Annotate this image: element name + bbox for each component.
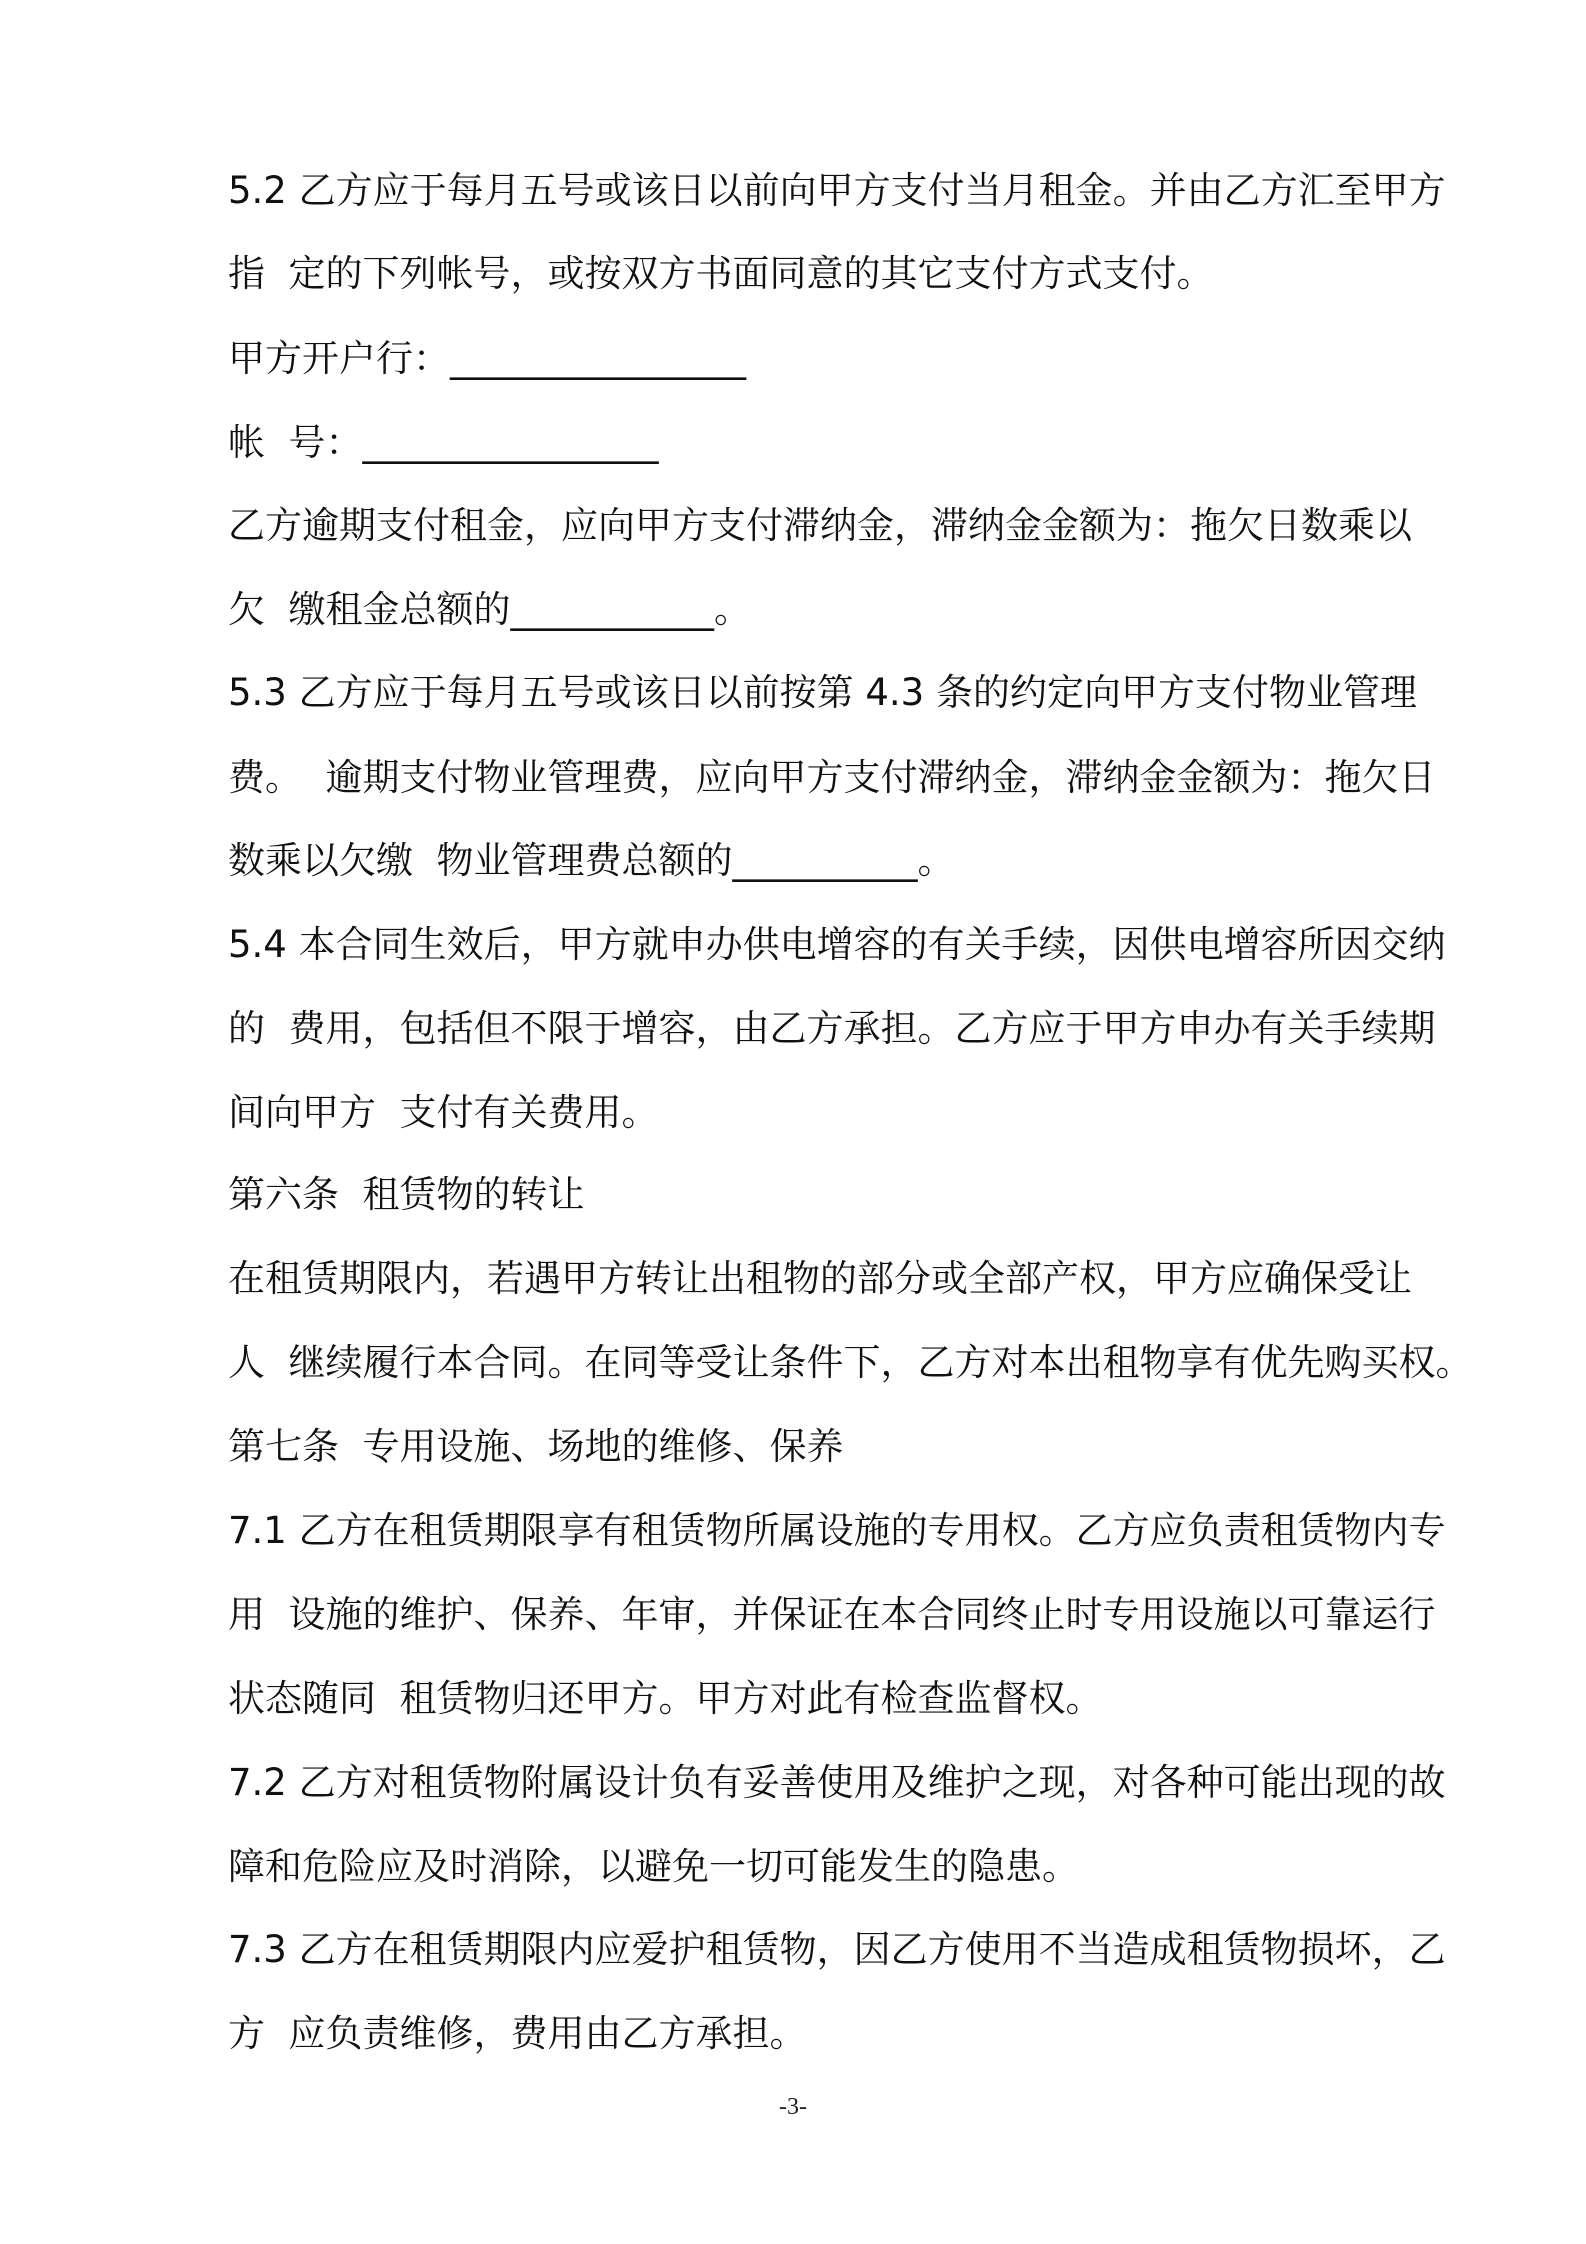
text-line: 方 应负责维修，费用由乙方承担。 [228, 2012, 807, 2055]
text-line: 在租赁期限内，若遇甲方转让出租物的部分或全部产权，甲方应确保受让 [228, 1257, 1412, 1300]
text-line: 指 定的下列帐号，或按双方书面同意的其它支付方式支付。 [228, 252, 1214, 295]
section-heading: 第七条 专用设施、场地的维修、保养 [228, 1425, 844, 1468]
page-number: -3- [779, 2094, 807, 2120]
text-line: 帐 号：________________ [228, 421, 659, 464]
text-line: 乙方逾期支付租金，应向甲方支付滞纳金，滞纳金金额为：拖欠日数乘以 [228, 504, 1412, 547]
text-line: 5.3 乙方应于每月五号或该日以前按第 4.3 条的约定向甲方支付物业管理 [228, 671, 1417, 714]
text-line: 5.4 本合同生效后，甲方就申办供电增容的有关手续，因供电增容所因交纳 [228, 923, 1446, 966]
text-line: 障和危险应及时消除，以避免一切可能发生的隐患。 [228, 1845, 1079, 1888]
text-line: 状态随同 租赁物归还甲方。甲方对此有检查监督权。 [228, 1677, 1103, 1720]
text-line: 欠 缴租金总额的___________。 [228, 588, 752, 631]
text-line: 用 设施的维护、保养、年审，并保证在本合同终止时专用设施以可靠运行 [228, 1593, 1436, 1636]
text-line: 间向甲方 支付有关费用。 [228, 1091, 659, 1134]
text-line: 人 继续履行本合同。在同等受让条件下，乙方对本出租物享有优先购买权。 [228, 1341, 1473, 1384]
section-heading: 第六条 租赁物的转让 [228, 1173, 585, 1216]
text-line: 7.3 乙方在租赁期限内应爱护租赁物，因乙方使用不当造成租赁物损坏，乙 [228, 1928, 1446, 1971]
text-line: 5.2 乙方应于每月五号或该日以前向甲方支付当月租金。并由乙方汇至甲方 [228, 169, 1446, 212]
text-line: 的 费用，包括但不限于增容，由乙方承担。乙方应于甲方申办有关手续期 [228, 1007, 1436, 1050]
text-line: 数乘以欠缴 物业管理费总额的__________。 [228, 839, 955, 882]
text-line: 7.2 乙方对租赁物附属设计负有妥善使用及维护之现，对各种可能出现的故 [228, 1761, 1446, 1804]
text-line: 甲方开户行：________________ [228, 337, 746, 380]
text-line: 费。 逾期支付物业管理费，应向甲方支付滞纳金，滞纳金金额为：拖欠日 [228, 756, 1436, 799]
text-line: 7.1 乙方在租赁期限享有租赁物所属设施的专用权。乙方应负责租赁物内专 [228, 1509, 1446, 1552]
